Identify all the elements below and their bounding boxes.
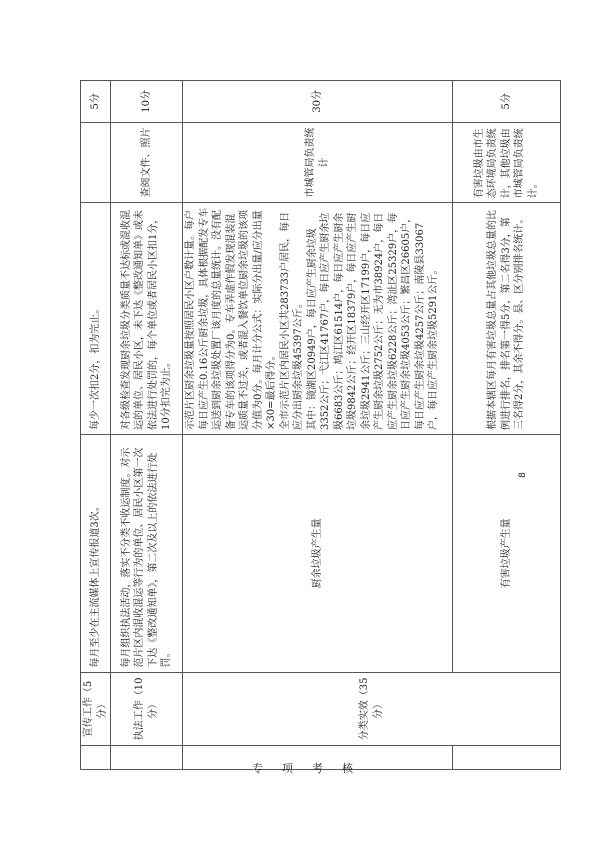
score-cell: 5分 (453, 81, 561, 123)
content-cell: 每月至少在主流媒体上宣传报道3次。 (81, 435, 111, 673)
criteria-cell: 每少一次扣2分，扣为完止。 (81, 203, 111, 435)
method-cell (81, 122, 111, 203)
criteria-text: 示范片区厨余垃圾量按照居民小区户数计量。每户每日应产生0.16公斤厨余垃圾，具体根据配发专车运送到厨余垃圾处置厂该月度的总量统计。没有配备专车的该项得分为0。专车弄虚作假发现混装混运质量不过关，或者混入餐饮单位厨余垃圾的该项分值为0分。每月计分公式：实际分出量/应分出量×30=最后得分。 (185, 207, 277, 431)
table-row (453, 81, 561, 770)
method-cell: 市城管局负责统计 (183, 122, 453, 203)
detail-districts: 其中：镜湖区20949户，每日应产生厨余垃圾3352公斤；弋江区41767户，每日应产生厨余垃圾6683公斤；鸠江区61514户，每日应产生厨余垃圾9842公斤；经开区18379户，每日应产生厨余垃圾2941公斤；三山经开区17199户，每日应产生厨余垃圾2752公斤；无为市38924户，每日应产生厨余垃圾6228公斤；湾沚区25329户，每日应产生厨余垃圾4053公斤；繁昌区26605户，每日应产生厨余垃圾4257公斤；南陵县33067户，每日应产生厨余垃圾5291公斤。 (306, 212, 439, 431)
table-row (81, 81, 111, 770)
score-cell: 5分 (81, 81, 111, 123)
page-number: 8 (517, 472, 528, 478)
blank-cell (111, 746, 183, 770)
assessment-table (80, 80, 561, 770)
blank-cell (453, 746, 561, 770)
side-label-char: 项 (282, 762, 293, 775)
side-label-char: 考 (312, 762, 323, 775)
category-cell: 宣传工作（5分） (81, 672, 111, 746)
criteria-cell: 对各级检查发现厨余垃圾分类质量不达标或混收混运的单位、居民小区，未下达《整改通知单》或未依法进行处罚的，每个单位或者居民小区扣1分，10分扣完为止。 (111, 203, 183, 435)
criteria-cell: 根据本辖区每月有害垃圾总量占其他垃圾总量的比例进行排名，排名第一得5分，第二名得3分，第三名得2分，其余不得分。县、区分别排名统计。 (453, 203, 561, 435)
method-cell: 查阅文件、照片 (111, 122, 183, 203)
side-label-char: 核 (342, 762, 353, 775)
side-label-char: 专 (252, 762, 263, 775)
rotated-table-wrapper (80, 80, 560, 770)
blank-cell (81, 746, 111, 770)
category-cell: 分类实效（35分） (183, 672, 561, 746)
detail-total: 全市示范片区内居民小区共283733户居民，每日应分出厨余垃圾45397公斤。 (279, 211, 304, 431)
score-cell: 10分 (111, 81, 183, 123)
criteria-cell (183, 203, 453, 435)
content-cell: 每月组织执法活动，落实不分类不收运制度。对示范片区内混收混运等行为的单位、居民小区第一次下达《整改通知单》，第二次及以上的依法进行处罚。 (111, 435, 183, 673)
table-row (183, 81, 453, 770)
score-cell: 30分 (183, 81, 453, 123)
method-cell: 有害垃圾由市生态环境局负责统计，其他垃圾由市城管局负责统计。 (453, 122, 561, 203)
item-cell: 有害垃圾产生量 (453, 435, 561, 673)
table-row (111, 81, 183, 770)
item-cell: 厨余垃圾产生量 (183, 435, 453, 673)
category-cell: 执法工作（10分） (111, 672, 183, 746)
